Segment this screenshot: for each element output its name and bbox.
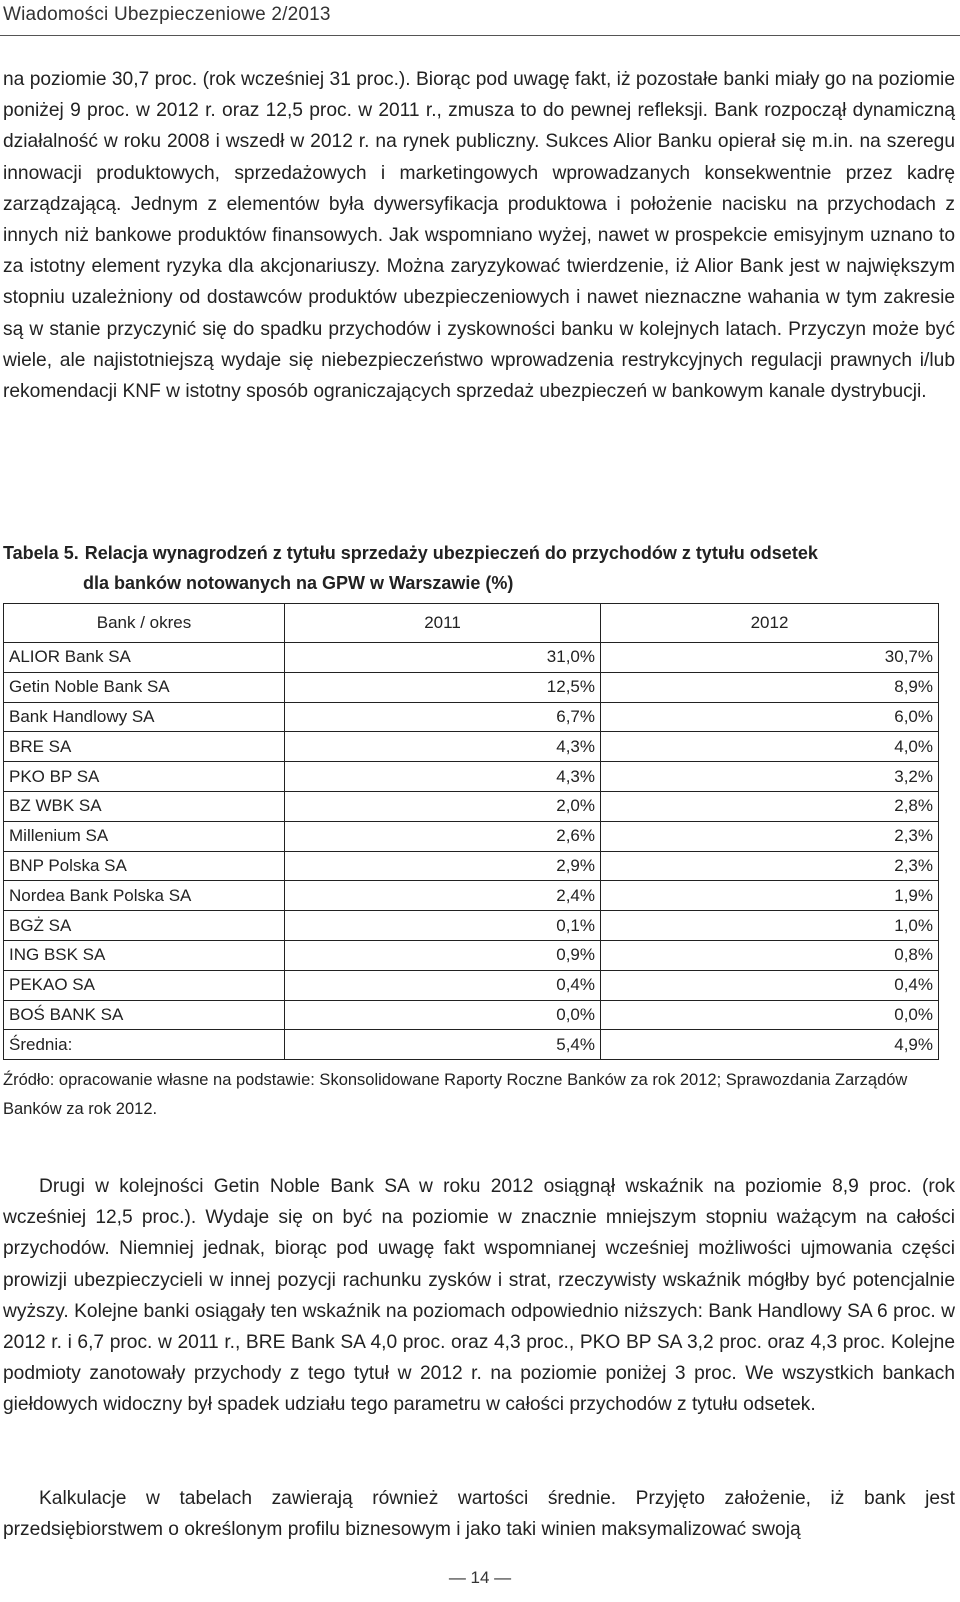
table-source-note: Źródło: opracowanie własne na podstawie: Skonsolidowane Raporty Roczne Banków za rok 2012; Sprawozdania Zarządów Banków za rok 2012. [3,1071,908,1118]
bank-name-cell: PEKAO SA [4,970,285,1000]
data-table [3,603,939,1060]
value-2011-cell: 0,4% [285,970,601,1000]
value-2011-cell: 4,3% [285,762,601,792]
table-row [4,791,939,821]
table-row [4,643,939,673]
table-caption [3,538,818,598]
bank-name-cell: Getin Noble Bank SA [4,672,285,702]
value-2011-cell: 2,9% [285,851,601,881]
table-row [4,702,939,732]
bank-name-cell: Bank Handlowy SA [4,702,285,732]
value-2011-cell: 0,1% [285,911,601,941]
table-row [4,821,939,851]
table-row [4,762,939,792]
value-2011-cell: 5,4% [285,1030,601,1060]
header-2012: 2012 [601,604,939,643]
table-row [4,940,939,970]
header-2011: 2011 [285,604,601,643]
value-2012-cell: 4,0% [601,732,939,762]
table-row [4,1000,939,1030]
table-row [4,970,939,1000]
value-2012-cell: 0,4% [601,970,939,1000]
value-2012-cell: 2,8% [601,791,939,821]
bank-name-cell: ALIOR Bank SA [4,643,285,673]
bank-name-cell: Millenium SA [4,821,285,851]
value-2012-cell: 0,8% [601,940,939,970]
table-row [4,1030,939,1060]
bank-name-cell: BRE SA [4,732,285,762]
bank-name-cell: PKO BP SA [4,762,285,792]
table-row [4,672,939,702]
table-row [4,732,939,762]
value-2011-cell: 0,9% [285,940,601,970]
header-bank: Bank / okres [4,604,285,643]
value-2012-cell: 0,0% [601,1000,939,1030]
value-2012-cell: 8,9% [601,672,939,702]
table-row [4,881,939,911]
table-row [4,911,939,941]
value-2011-cell: 31,0% [285,643,601,673]
bank-name-cell: BOŚ BANK SA [4,1000,285,1030]
bank-name-cell: BGŻ SA [4,911,285,941]
value-2011-cell: 2,4% [285,881,601,911]
running-header [0,0,960,36]
table-label: Tabela 5. [3,543,79,563]
bank-name-cell: Nordea Bank Polska SA [4,881,285,911]
body-paragraph-1: na poziomie 30,7 proc. (rok wcześniej 31 proc.). Biorąc pod uwagę fakt, iż pozostałe banki miały go na poziomie poniżej 9 proc. w 2012 r. oraz 12,5 proc. w 2011 r., zmusza to do pewnej refleksji. Bank rozpoczął dynamiczną działalność w roku 2008 i wszedł w 2012 r. na rynek publiczny. Sukces Alior Banku opierał się m.in. na szeregu innowacji produktowych, sprzedażowych i marketingowych wprowadzanych konsekwentnie przez kadrę zarządzającą. Jednym z elementów była dywersyfikacja produktowa i położenie nacisku na przychodach z innych niż bankowe produktów finansowych. Jak wspomniano wyżej, nawet w prospekcie emisyjnym uznano to za istotny element ryzyka dla akcjonariuszy. Można zaryzykować twierdzenie, iż Alior Bank jest w największym stopniu uzależniony od dostawców produktów ubezpieczeniowych i nawet nieznaczne wahania w tym zakresie są w stanie przyczynić się do spadku przychodów i zyskowności banku w kolejnych latach. Przyczyn może być wiele, ale najistotniejszą wydaje się niebezpieczeństwo wprowadzenia restrykcyjnych regulacji prawnych i/lub rekomendacji KNF w istotny sposób ograniczających sprzedaż ubezpieczeń w bankowym kanale dystrybucji. [3,69,955,403]
value-2011-cell: 4,3% [285,732,601,762]
value-2012-cell: 3,2% [601,762,939,792]
bank-name-cell: BZ WBK SA [4,791,285,821]
value-2011-cell: 2,6% [285,821,601,851]
value-2012-cell: 6,0% [601,702,939,732]
value-2012-cell: 30,7% [601,643,939,673]
table-row [4,851,939,881]
bank-name-cell: BNP Polska SA [4,851,285,881]
value-2011-cell: 0,0% [285,1000,601,1030]
value-2011-cell: 2,0% [285,791,601,821]
value-2011-cell: 12,5% [285,672,601,702]
table-body [4,643,939,1060]
body-paragraph-2: Drugi w kolejności Getin Noble Bank SA w roku 2012 osiągnął wskaźnik na poziomie 8,9 proc. (rok wcześniej 12,5 proc.). Wydaje się on być na poziomie w znacznie mniejszym stopniu ważącym na całości przychodów. Niemniej jednak, biorąc pod uwagę fakt wspomnianej wcześniej możliwości ujmowania części prowizji ubezpieczycieli w innej pozycji rachunku zysków i strat, rzeczywisty wskaźnik mógłby być potencjalnie wyższy. Kolejne banki osiągały ten wskaźnik na poziomach odpowiednio niższych: Bank Handlowy SA 6 proc. w 2012 r. i 6,7 proc. w 2011 r., BRE Bank SA 4,0 proc. oraz 4,3 proc., PKO BP SA 3,2 proc. oraz 4,3 proc. Kolejne podmioty zanotowały przychody z tego tytuł w 2012 r. na poziomie poniżej 3 proc. We wszystkich bankach giełdowych widoczny był spadek udziału tego parametru w całości przychodów z tytułu odsetek. [3,1176,955,1416]
value-2012-cell: 2,3% [601,821,939,851]
page-number: — 14 — [448,1568,512,1587]
bank-name-cell: Średnia: [4,1030,285,1060]
value-2012-cell: 4,9% [601,1030,939,1060]
value-2011-cell: 6,7% [285,702,601,732]
value-2012-cell: 1,9% [601,881,939,911]
value-2012-cell: 1,0% [601,911,939,941]
table-header-row [4,604,939,643]
table-caption-line-2: dla banków notowanych na GPW w Warszawie (%) [83,573,514,593]
value-2012-cell: 2,3% [601,851,939,881]
journal-title: Wiadomości Ubezpieczeniowe 2/2013 [3,4,331,25]
body-paragraph-3: Kalkulacje w tabelach zawierają również wartości średnie. Przyjęto założenie, iż bank jest przedsiębiorstwem o określonym profilu biznesowym i jako taki winien maksymalizować swoją [3,1488,955,1541]
table-caption-line-1: Relacja wynagrodzeń z tytułu sprzedaży ubezpieczeń do przychodów z tytułu odsetek [84,543,818,563]
bank-name-cell: ING BSK SA [4,940,285,970]
